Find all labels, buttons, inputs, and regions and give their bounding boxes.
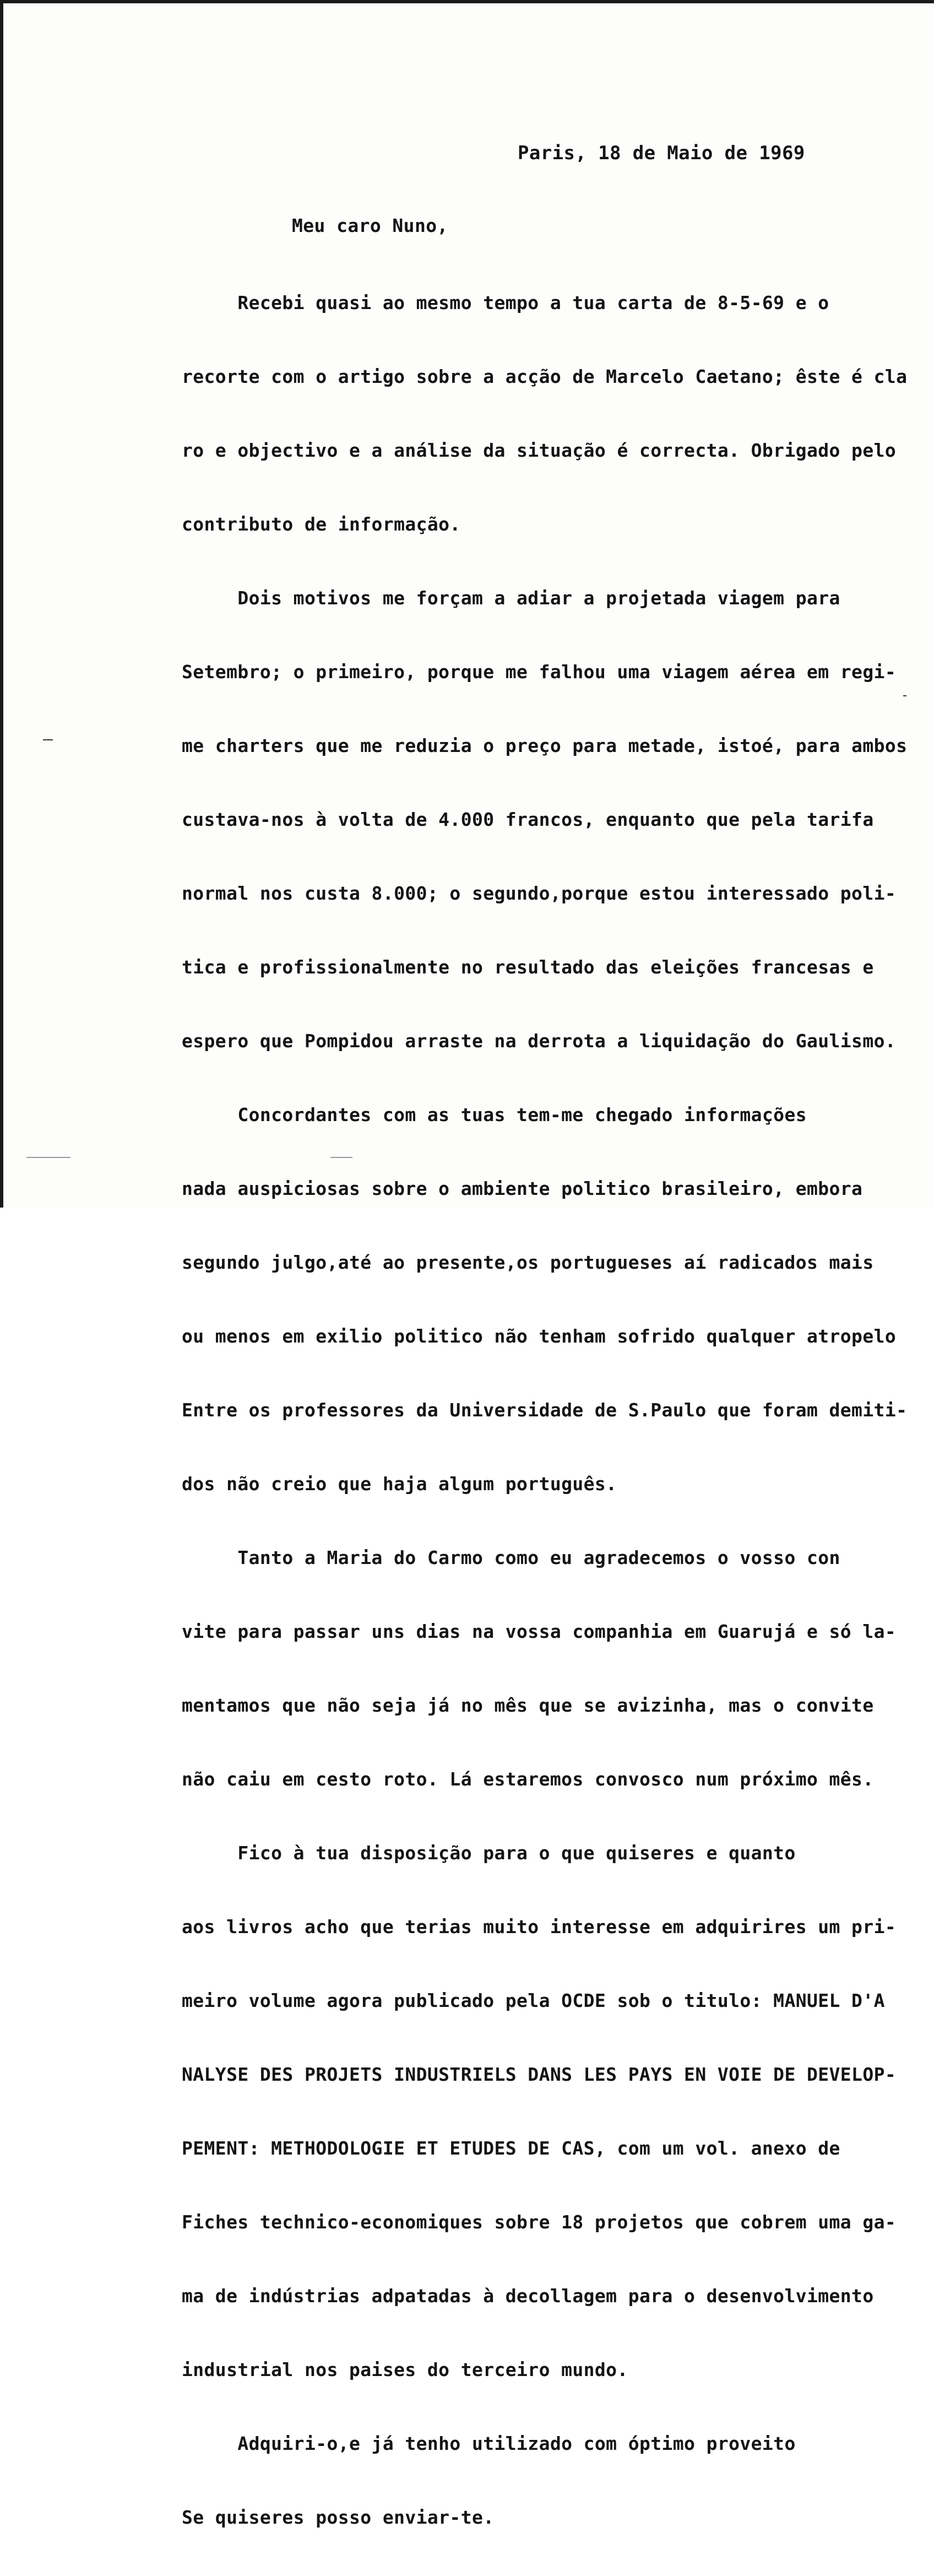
body-line: custava-nos à volta de 4.000 francos, enquanto que pela tarifa	[182, 809, 874, 830]
scan-speck	[26, 1157, 70, 1158]
body-line: PEMENT: METHODOLOGIE ET ETUDES DE CAS, com um vol. anexo de	[182, 2137, 840, 2159]
body-line: nada auspiciosas sobre o ambiente politico brasileiro, embora	[182, 1178, 863, 1199]
body-line: espero que Pompidou arraste na derrota a liquidação do Gaulismo.	[182, 1030, 897, 1052]
body-line: Dois motivos me forçam a adiar a projetada viagem para	[182, 587, 840, 609]
body-line: contributo de informação.	[182, 513, 461, 535]
body-line: Recebi quasi ao mesmo tempo a tua carta de 8-5-69 e o	[182, 292, 829, 313]
body-line: Fico à tua disposição para o que quiseres e quanto	[182, 1842, 796, 1864]
salutation: Meu caro Nuno,	[292, 215, 448, 236]
body-line: Fiches technico-economiques sobre 18 projetos que cobrem uma ga-	[182, 2211, 897, 2233]
body-line: tica e profissionalmente no resultado das eleições francesas e	[182, 956, 874, 978]
scan-speck	[903, 695, 906, 696]
scan-border-top	[0, 0, 934, 3]
body-line: segundo julgo,até ao presente,os portugueses aí radicados mais	[182, 1252, 874, 1273]
body-line: vite para passar uns dias na vossa companhia em Guarujá e só la-	[182, 1621, 897, 1642]
date-line: Paris, 18 de Maio de 1969	[518, 142, 805, 164]
body-line: Concordantes com as tuas tem-me chegado informações	[182, 1104, 807, 1125]
body-line: ma de indústrias adpatadas à decollagem para o desenvolvimento	[182, 2285, 874, 2307]
body-line: industrial nos paises do terceiro mundo.	[182, 2359, 628, 2380]
body-line: Tanto a Maria do Carmo como eu agradecemos o vosso con	[182, 1547, 840, 1568]
body-line: NALYSE DES PROJETS INDUSTRIELS DANS LES PAYS EN VOIE DE DEVELOP-	[182, 2064, 897, 2085]
scan-speck	[330, 1157, 352, 1158]
body-line: não caiu em cesto roto. Lá estaremos convosco num próximo mês.	[182, 1768, 874, 1790]
body-line: ou menos em exilio politico não tenham sofrido qualquer atropelo	[182, 1325, 897, 1347]
body-line: Entre os professores da Universidade de S.Paulo que foram demiti-	[182, 1399, 908, 1421]
body-line: Setembro; o primeiro, porque me falhou uma viagem aérea em regi-	[182, 661, 897, 683]
scan-border-left	[0, 0, 3, 1208]
body-line: ro e objectivo e a análise da situação é correcta. Obrigado pelo	[182, 440, 897, 461]
body-line: meiro volume agora publicado pela OCDE sob o titulo: MANUEL D'A	[182, 1990, 885, 2011]
body-line: Adquiri-o,e já tenho utilizado com óptimo proveito	[182, 2433, 796, 2454]
body-line: Se quiseres posso enviar-te.	[182, 2507, 495, 2528]
body-line: aos livros acho que terias muito interesse em adquirires um pri-	[182, 1916, 897, 1938]
body-line: normal nos custa 8.000; o segundo,porque estou interessado poli-	[182, 883, 897, 904]
scan-speck	[43, 739, 53, 740]
body-line: dos não creio que haja algum português.	[182, 1473, 617, 1495]
body-line: mentamos que não seja já no mês que se avizinha, mas o convite	[182, 1695, 874, 1716]
body-line: recorte com o artigo sobre a acção de Marcelo Caetano; êste é cla	[182, 366, 908, 387]
body-line: me charters que me reduzia o preço para metade, istoé, para ambos	[182, 735, 908, 756]
letter-body	[182, 245, 909, 2576]
